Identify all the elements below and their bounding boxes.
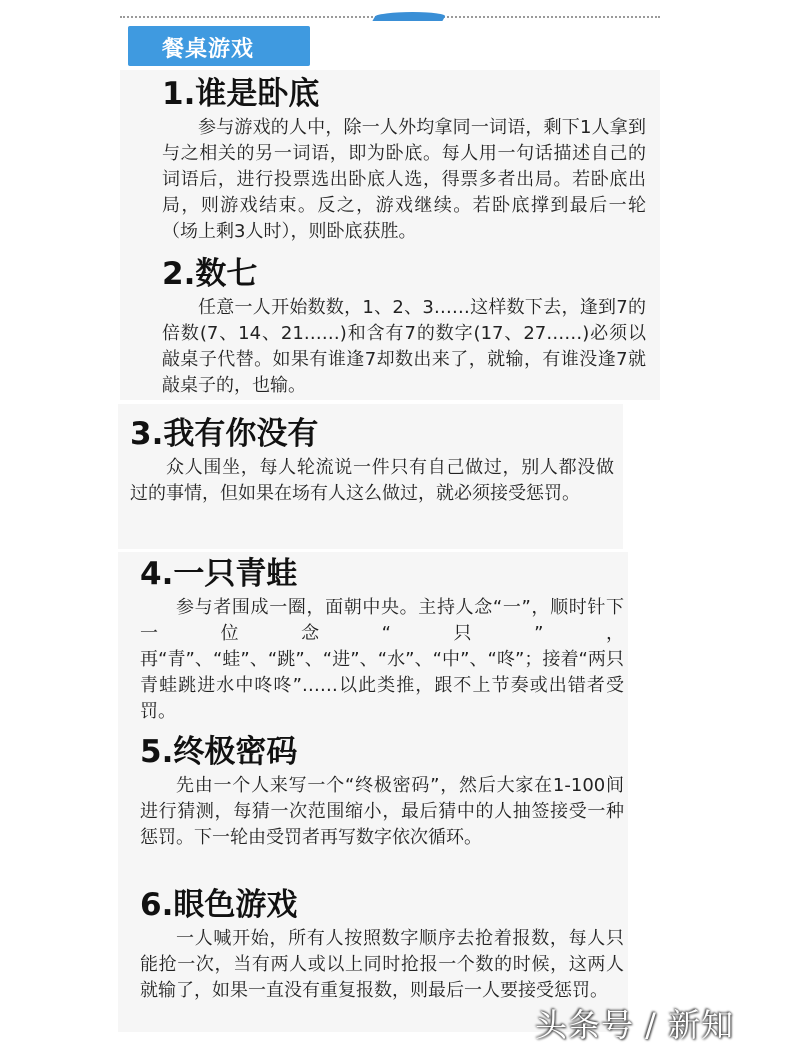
game-title: 6.眼色游戏 [140,887,298,923]
section-banner [128,26,310,66]
game-title: 4.一只青蛙 [140,556,298,592]
game-title: 2.数七 [162,256,258,292]
banner-title: 餐桌游戏 [162,37,255,62]
game-section-3 [130,415,614,507]
game-description: 众人围坐，每人轮流说一件只有自己做过，别人都没做过的事情，但如果在场有人这么做过，就必须接受惩罚。 [130,457,614,504]
game-section-4 [140,555,624,725]
game-section-2 [162,255,646,399]
game-section-6 [140,886,624,1004]
game-description: 参与者围成一圈，面朝中央。主持人念“一”，顺时针下一位念“只”，再“青”、“蛙”、“跳”、“进”、“水”、“中”、“咚”；接着“两只青蛙跳进水中咚咚”……以此类推，跟不上节奏或出错者受罚。 [140,597,624,722]
game-description: 任意一人开始数数，1、2、3……这样数下去，逢到7的倍数(7、14、21……)和含有7的数字(17、27……)必须以敲桌子代替。如果有谁逢7却数出来了，就输，有谁没逢7就敲桌子的，也输。 [162,297,646,396]
game-title: 3.我有你没有 [130,416,319,452]
game-section-5 [140,733,624,851]
game-section-1 [162,75,646,245]
game-description: 一人喊开始，所有人按照数字顺序去抢着报数，每人只能抢一次，当有两人或以上同时抢报一个数的时候，这两人就输了，如果一直没有重复报数，则最后一人要接受惩罚。 [140,928,624,1001]
decorative-mark [372,12,447,21]
game-title: 1.谁是卧底 [162,76,320,112]
game-description: 先由一个人来写一个“终极密码”，然后大家在1-100间进行猜测，每猜一次范围缩小，最后猜中的人抽签接受一种惩罚。下一轮由受罚者再写数字依次循环。 [140,775,624,848]
game-title: 5.终极密码 [140,734,298,770]
game-description: 参与游戏的人中，除一人外均拿同一词语，剩下1人拿到与之相关的另一词语，即为卧底。每人用一句话描述自己的词语后，进行投票选出卧底人选，得票多者出局。若卧底出局，则游戏结束。反之，游戏继续。若卧底撑到最后一轮（场上剩3人时），则卧底获胜。 [162,117,646,242]
watermark-text: 头条号 / 新知 [535,1006,735,1044]
top-strip [0,0,793,22]
